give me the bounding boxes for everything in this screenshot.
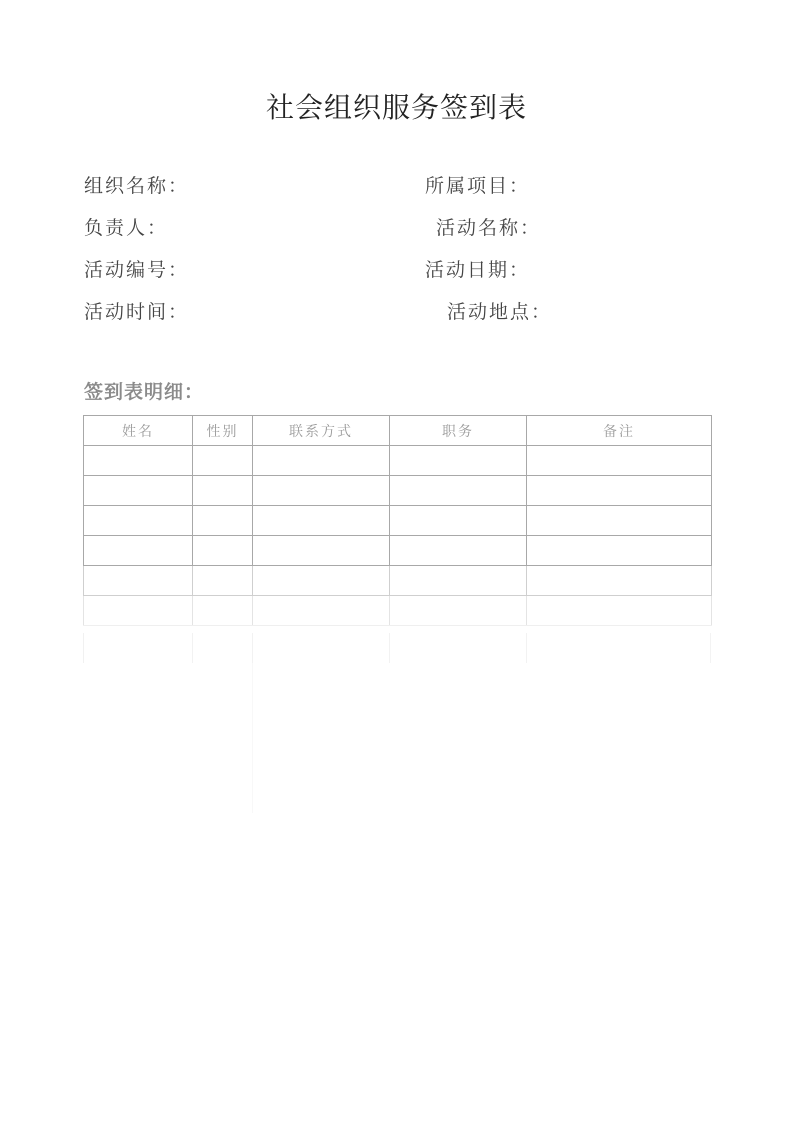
cell-name[interactable] xyxy=(84,446,193,476)
cell-remark[interactable] xyxy=(527,536,712,566)
leader-label: 负责人： xyxy=(84,217,169,239)
activity-place-label: 活动地点： xyxy=(447,301,553,323)
section-label: 签到表明细： xyxy=(84,381,205,403)
cell-gender[interactable] xyxy=(193,506,253,536)
activity-time-label: 活动时间： xyxy=(84,301,190,323)
cell-remark[interactable] xyxy=(527,596,712,626)
table-row xyxy=(84,596,712,626)
cell-remark[interactable] xyxy=(527,566,712,596)
cell-gender[interactable] xyxy=(193,596,253,626)
cell-position[interactable] xyxy=(390,446,527,476)
table-row xyxy=(84,476,712,506)
cell-name[interactable] xyxy=(84,536,193,566)
cell-remark[interactable] xyxy=(527,446,712,476)
cell-contact[interactable] xyxy=(253,536,390,566)
cell-name[interactable] xyxy=(84,596,193,626)
cell-gender[interactable] xyxy=(193,536,253,566)
cell-remark[interactable] xyxy=(527,476,712,506)
cell-remark[interactable] xyxy=(527,506,712,536)
cell-name[interactable] xyxy=(84,476,193,506)
faint-divider xyxy=(252,663,253,813)
cell-position[interactable] xyxy=(390,476,527,506)
cell-contact[interactable] xyxy=(253,596,390,626)
table-row xyxy=(84,566,712,596)
activity-name-label: 活动名称： xyxy=(436,217,542,239)
table-fade-tail xyxy=(83,633,711,663)
cell-contact[interactable] xyxy=(253,566,390,596)
cell-position[interactable] xyxy=(390,506,527,536)
cell-gender[interactable] xyxy=(193,566,253,596)
org-name-label: 组织名称： xyxy=(84,175,190,197)
header-gender: 性别 xyxy=(193,416,253,446)
cell-position[interactable] xyxy=(390,596,527,626)
cell-contact[interactable] xyxy=(253,446,390,476)
cell-contact[interactable] xyxy=(253,476,390,506)
activity-no-label: 活动编号： xyxy=(84,259,190,281)
activity-date-label: 活动日期： xyxy=(425,259,531,281)
cell-gender[interactable] xyxy=(193,476,253,506)
signin-table xyxy=(83,415,711,626)
project-label: 所属项目： xyxy=(425,175,531,197)
table-row xyxy=(84,506,712,536)
table-header-row xyxy=(84,416,712,446)
cell-name[interactable] xyxy=(84,506,193,536)
page-title: 社会组织服务签到表 xyxy=(265,91,527,124)
table-row xyxy=(84,536,712,566)
header-contact: 联系方式 xyxy=(253,416,390,446)
header-remark: 备注 xyxy=(527,416,712,446)
cell-position[interactable] xyxy=(390,566,527,596)
cell-position[interactable] xyxy=(390,536,527,566)
header-position: 职务 xyxy=(390,416,527,446)
table-row xyxy=(84,446,712,476)
header-name: 姓名 xyxy=(84,416,193,446)
cell-gender[interactable] xyxy=(193,446,253,476)
cell-contact[interactable] xyxy=(253,506,390,536)
cell-name[interactable] xyxy=(84,566,193,596)
